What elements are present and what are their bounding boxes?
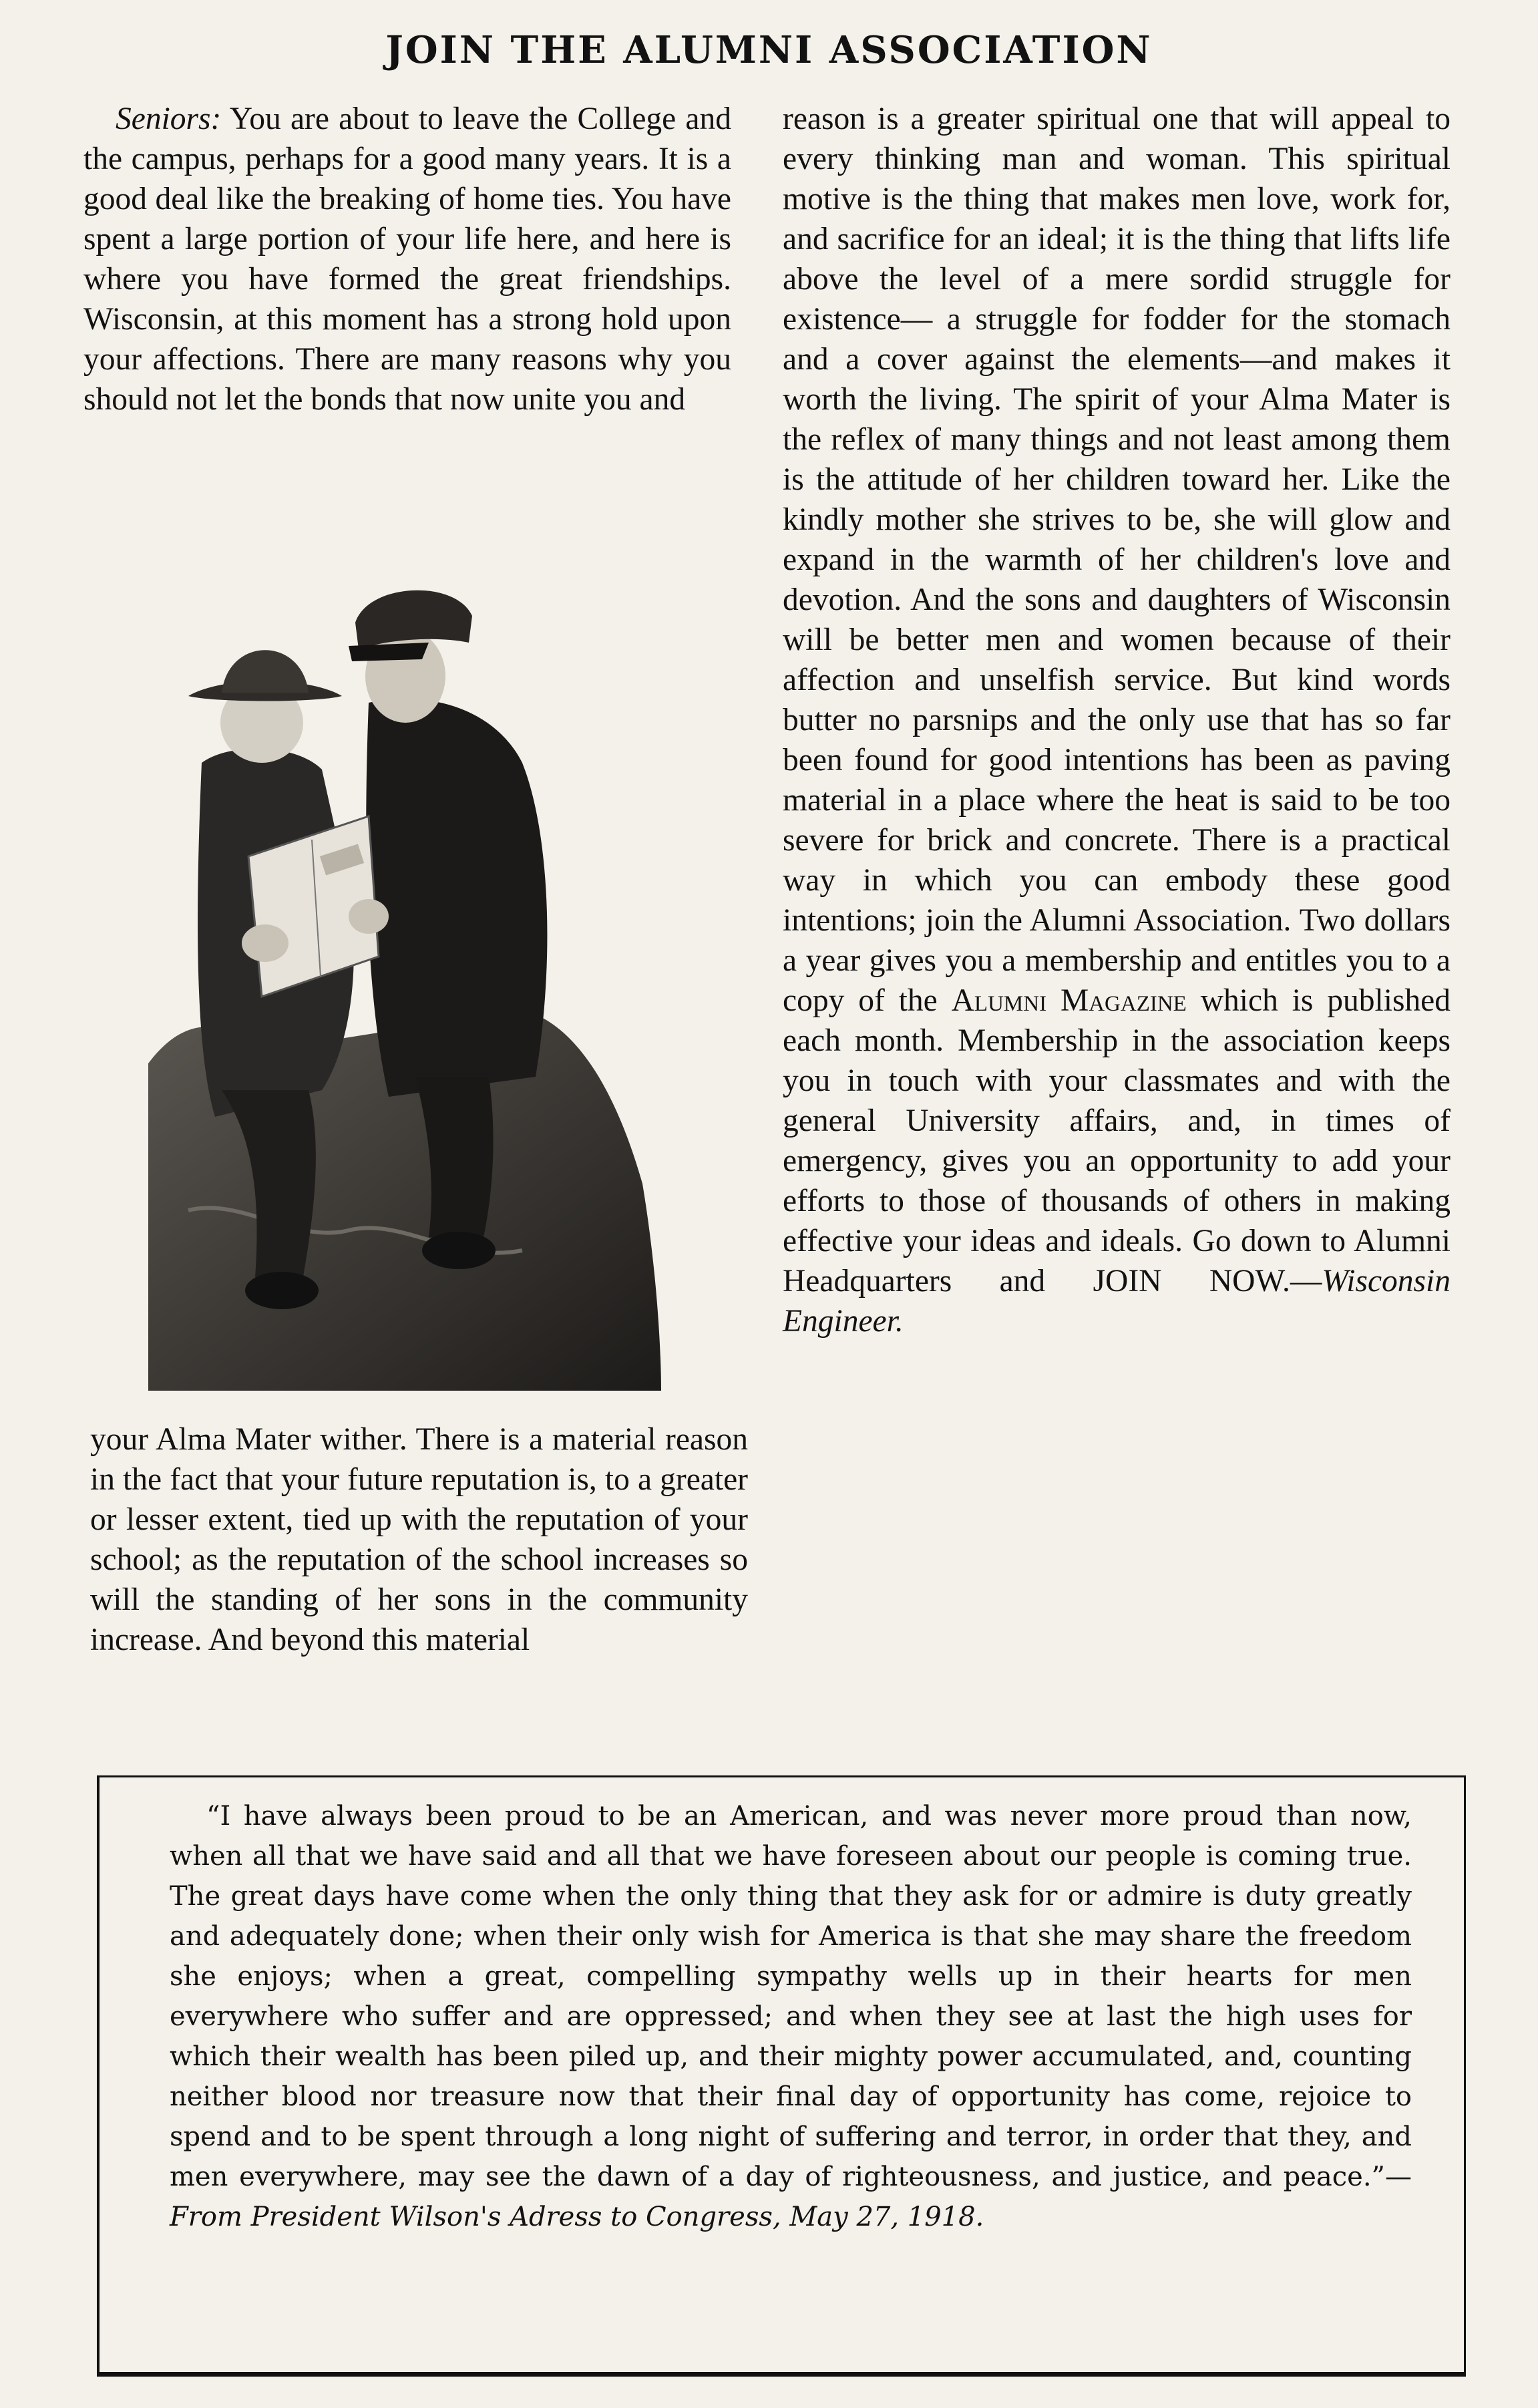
left-column-top bbox=[83, 99, 731, 419]
page-title: JOIN THE ALUMNI ASSOCIATION bbox=[385, 28, 1153, 72]
wilson-quote-box bbox=[97, 1775, 1466, 2377]
article-paragraph-1 bbox=[83, 99, 731, 419]
magazine-name: Alumni Magazine bbox=[951, 983, 1187, 1018]
quote-text: “I have always been proud to be an American, and was never more proud than now, when all that we have said and all that we have foreseen about our people is coming true. The great days have come when the only thing that they ask for or admire is duty greatly and adequately done; when their only wish for America is that she may share the freedom she enjoys; when a great, compelling sympathy wells up in their hearts for men everywhere who suffer and are oppressed; and when they see at last the high uses for which their wealth has been piled up, and their mighty power accumulated, and, counting neither blood nor treasure now that their final day of opportunity has come, rejoice to spend and to be spent through a long night of suffering and terror, in order that they, and men everywhere, may see the dawn of a day of righteousness, and justice, and peace.”— bbox=[170, 1801, 1412, 2192]
article-paragraph-2: your Alma Mater wither. There is a material reason in the fact that your future reputation is, to a greater or lesser extent, tied up with the reputation of your school; as the reputation of the school increases so will the standing of her sons in the community increase. And beyond this material bbox=[90, 1422, 748, 1657]
article-paragraph-3 bbox=[783, 99, 1451, 1341]
right-column bbox=[783, 99, 1451, 1341]
wilson-quote bbox=[170, 1796, 1412, 2237]
paragraph-3-text-a: reason is a greater spiritual one that will appeal to every thinking man and woman. This spiritual motive is the thing that makes men love, work for, and sacrifice for an ideal; it is the thing that lifts life above the level of a mere sordid struggle for existence— a struggle for fodder for the stomach and a cover against the elements—and makes it worth the living. The spirit of your Alma Mater is the reflex of many things and not least among them is the attitude of her children toward her. Like the kindly mother she strives to be, she will glow and expand in the warmth of her children's love and devotion. And the sons and daughters of Wisconsin will be better men and women because of their affection and unselfish service. But kind words butter no parsnips and the only use that has so far been found for good intentions has been as paving material in a place where the heat is said to be too severe for brick and concrete. There is a practical way in which you can embody these good intentions; join the Alumni Association. Two dollars a year gives you a membership and entitles you to a copy of the bbox=[783, 102, 1451, 1018]
photograph-of-two-students-reading-icon bbox=[148, 542, 661, 1391]
left-column-bottom bbox=[90, 1419, 748, 1660]
paragraph-3-text-b: which is published each month. Membership in the association keeps you in touch with your classmates and with the general University affairs, and, in times of emergency, gives you an opportunity to add your efforts to those of thousands of others in making effective your ideas and ideals. Go down to Alumni Headquarters and JOIN NOW.— bbox=[783, 983, 1451, 1299]
salutation: Seniors: bbox=[116, 102, 222, 136]
quote-attribution: From President Wilson's Adress to Congress, May 27, 1918. bbox=[170, 2202, 984, 2232]
paragraph-1-text: You are about to leave the College and the campus, perhaps for a good many years. It is a good deal like the breaking of home ties. You have spent a large portion of your life here, and here is where you have formed the great friendships. Wisconsin, at this moment has a strong hold upon your affections. There are many reasons why you should not let the bonds that now unite you and bbox=[83, 102, 731, 417]
article-source: Wisconsin Engineer. bbox=[783, 1264, 1451, 1339]
students-photo bbox=[148, 542, 661, 1391]
